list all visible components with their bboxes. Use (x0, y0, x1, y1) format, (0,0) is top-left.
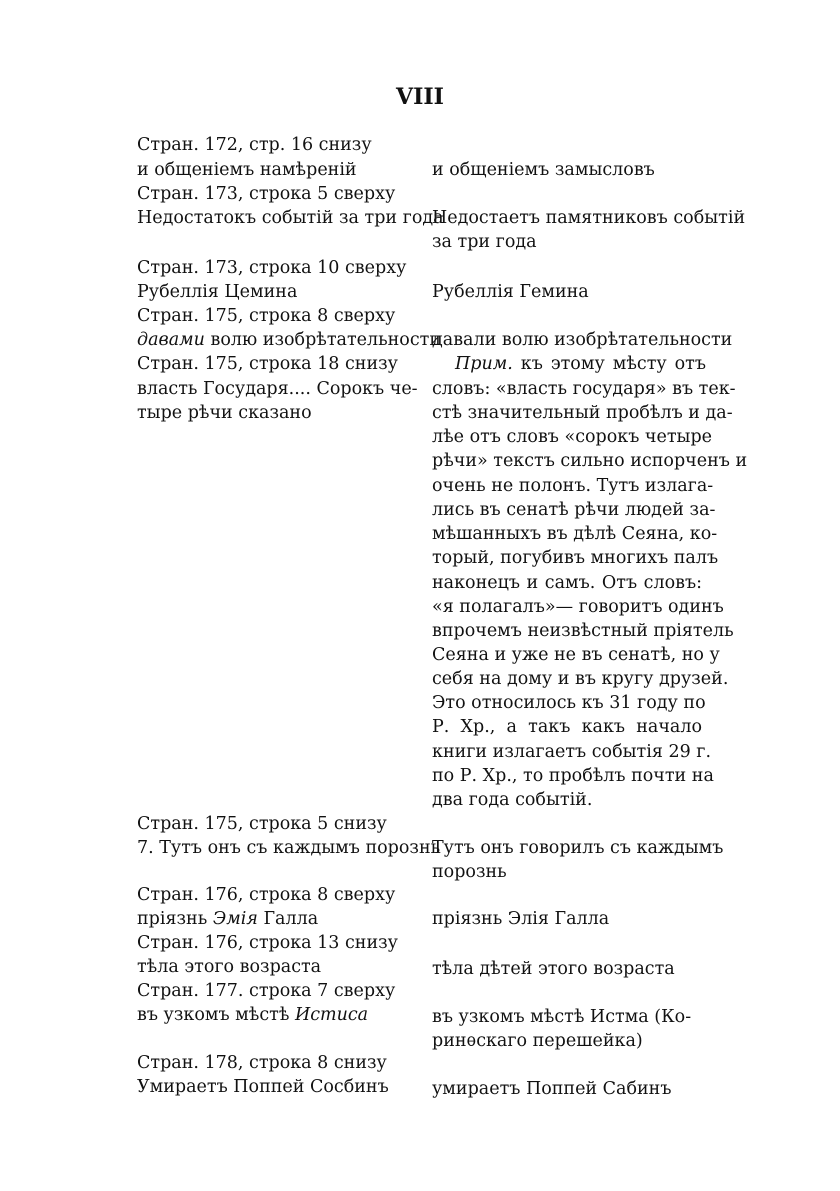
errata-location: Стран. 176, строка 8 сверху (137, 885, 396, 905)
italic-word: давами (137, 330, 205, 350)
errata-location: Стран. 173, строка 5 сверху (137, 184, 396, 204)
note-line: лись въ сенатѣ рѣчи людей за- (432, 500, 716, 520)
italic-word: Истиса (294, 1005, 369, 1025)
errata-correction: умираетъ Поппей Сабинъ (432, 1079, 672, 1099)
errata-printed: Недостатокъ событій за три года (137, 208, 444, 228)
errata-correction: Тутъ онъ говорилъ съ каждымъ (432, 838, 724, 858)
note-line: наконецъ и самъ. Отъ словъ: (432, 573, 702, 593)
note-line: Это относилось къ 31 году по (432, 693, 706, 713)
errata-text: волю изобрѣтательности (204, 330, 441, 350)
note-line: Р. Хр., а такъ какъ начало (432, 717, 702, 737)
note-line (455, 353, 706, 375)
errata-printed (137, 908, 318, 930)
errata-printed: Умираетъ Поппей Сосбинъ (137, 1077, 389, 1097)
page-number: VIII (396, 84, 444, 110)
note-line: стѣ значительный пробѣлъ и да- (432, 403, 733, 423)
errata-printed (137, 1004, 368, 1026)
errata-correction: за три года (432, 232, 537, 252)
note-line: Сеяна и уже не въ сенатѣ, но у (432, 645, 720, 665)
errata-printed: тыре рѣчи сказано (137, 403, 312, 423)
note-line: словъ: «власть государя» въ тек- (432, 379, 736, 399)
errata-location: Стран. 176, строка 13 снизу (137, 933, 398, 953)
note-line: очень не полонъ. Тутъ излага- (432, 476, 714, 496)
errata-correction: Рубеллія Гемина (432, 282, 589, 302)
note-line: торый, погубивъ многихъ палъ (432, 548, 719, 568)
italic-word: Эмія (212, 909, 258, 929)
note-line: себя на дому и въ кругу друзей. (432, 669, 729, 689)
note-line: мѣшанныхъ въ дѣлѣ Сеяна, ко- (432, 524, 718, 544)
errata-correction: пріязнь Элія Галла (432, 909, 610, 929)
errata-location: Стран. 172, стр. 16 снизу (137, 135, 372, 155)
errata-location: Стран. 175, строка 8 сверху (137, 306, 396, 326)
errata-printed: власть Государя.... Сорокъ че- (137, 379, 418, 399)
note-line: по Р. Хр., то пробѣлъ почти на (432, 766, 714, 786)
errata-correction: въ узкомъ мѣстѣ Истма (Ко- (432, 1007, 692, 1027)
errata-correction: ринѳскаго перешейка) (432, 1031, 643, 1051)
note-text: къ этому мѣсту отъ (512, 354, 706, 374)
note-line: лѣе отъ словъ «сорокъ четыре (432, 427, 713, 447)
note-line: впрочемъ неизвѣстный пріятель (432, 621, 734, 641)
errata-text: пріязнь (137, 909, 213, 929)
note-label: Прим. (455, 354, 513, 374)
errata-correction: Недостаетъ памятниковъ событій (432, 208, 746, 228)
errata-text: Галла (257, 909, 319, 929)
errata-printed: тѣла этого возраста (137, 957, 322, 977)
errata-printed: и общеніемъ намѣреній (137, 160, 357, 180)
note-line: книги излагаетъ событія 29 г. (432, 742, 712, 762)
errata-location: Стран. 177. строка 7 сверху (137, 981, 396, 1001)
note-line: «я полагалъ»— говоритъ одинъ (432, 597, 724, 617)
errata-correction: и общеніемъ замысловъ (432, 160, 655, 180)
errata-correction: порознь (432, 862, 507, 882)
note-line: рѣчи» текстъ сильно испорченъ и (432, 451, 748, 471)
errata-location: Стран. 173, строка 10 сверху (137, 258, 407, 278)
errata-correction: давали волю изобрѣтательности (432, 330, 733, 350)
errata-location: Стран. 178, строка 8 снизу (137, 1053, 387, 1073)
errata-printed: Рубеллія Цемина (137, 282, 298, 302)
errata-printed (137, 329, 441, 351)
errata-correction: тѣла дѣтей этого возраста (432, 959, 675, 979)
errata-location: Стран. 175, строка 5 снизу (137, 814, 387, 834)
note-line: два года событій. (432, 790, 593, 810)
errata-text: въ узкомъ мѣстѣ (137, 1005, 295, 1025)
errata-printed: 7. Тутъ онъ съ каждымъ порознь (137, 838, 441, 858)
errata-location: Стран. 175, строка 18 снизу (137, 354, 398, 374)
